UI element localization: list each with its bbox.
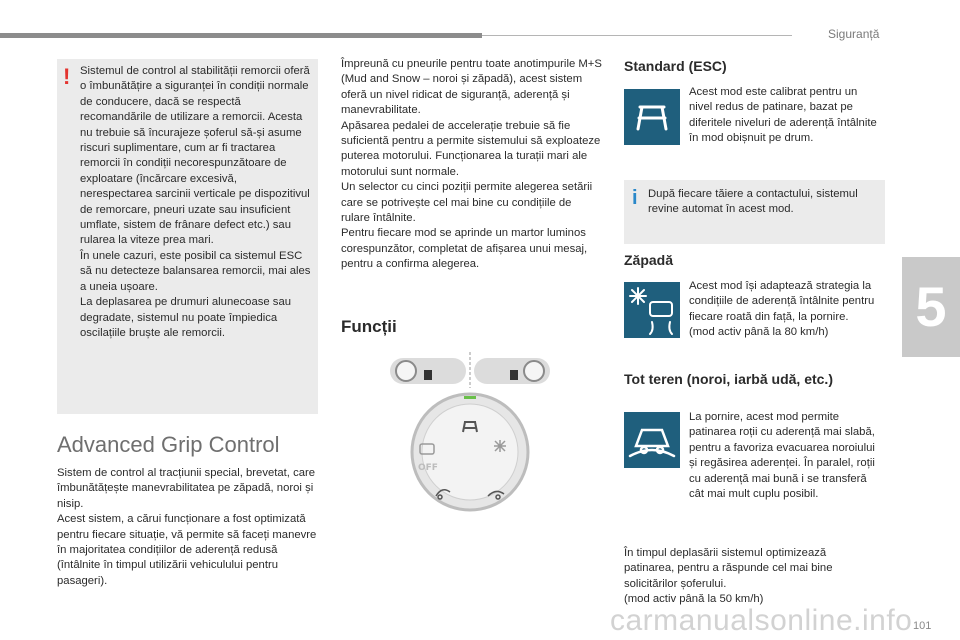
snowflake-icon [494,440,506,452]
info-text: După fiecare tăiere a contactului, sistemul revine automat în acest mod. [648,188,858,216]
snow-mode-icon [624,282,680,338]
section-title: Siguranță [828,27,880,41]
page-number: 101 [913,620,932,632]
warning-icon: ! [63,64,71,89]
steering-wheel-right-icon [524,361,544,381]
warning-text: Sistemul de control al stabilității remorcii oferă o îmbunătățire a siguranței în condiții normale de conducere, dacă se respectă recomandările de utilizare a remorcii. Acesta nu trebuie să încurajeze șoferul să-și asume riscuri suplimentare, cum ar fi tractarea remorcii în condiții necorespunzătoare de exploatare (încărcare excesivă, nerespectarea sarcinii verticale pe dispozitivul de remorcare, pneuri uzate sau insuficient umflate, sistem de frânare defect etc.) sau rularea la viteze prea mari. În unele cazuri, este posibil ca sistemul ESC să nu detecteze balansarea remorcii, mai ales a uneia ușoare. La deplasarea pe drumuri alunecoase sau degradate, sistemul nu poate împiedica oscilațiile bruște ale remorcii. [80,65,311,339]
allterrain-title: Tot teren (noroi, iarbă udă, etc.) [624,371,833,387]
standard-text: Acest mod este calibrat pentru un nivel redus de patinare, bazat pe diferitele niveluri de aderență întâlnite în mod obișnuit pe drum. [689,86,877,145]
info-icon: i [632,187,638,209]
watermark: carmanualsonline.info [610,604,913,637]
snow-title: Zăpadă [624,252,674,268]
standard-icon [624,89,680,145]
allterrain-text: La pornire, acest mod permite patinarea roții cu aderență mai slabă, pentru a favoriza evacuarea noroiului și regăsirea aderenței. În paralel, roții cu aderență mai bună i se transferă cât mai mult cuplu posibil. [689,411,875,501]
selector-diagram [390,352,550,512]
chapter-number: 5 [915,275,947,338]
header-line [482,35,792,36]
agc-intro: Sistem de control al tracțiunii special, brevetat, care îmbunătățește manevrabilitatea pe zăpadă, noroi și nisip. Acest sistem, a cărui funcționare a fost optimizată pentru fiecare situație, vă permite să faceți manevre în majoritatea condițiilor de aderență redusă (întâlnite în timpul utilizării vehiculului pentru pasageri). [57,467,317,587]
standard-title: Standard (ESC) [624,58,727,74]
agc-description: Împreună cu pneurile pentru toate anotimpurile M+S (Mud and Snow – noroi și zăpadă), acest sistem oferă un nivel ridicat de siguranță, aderență și manevrabilitate. Apăsarea pedalei de accelerație trebuie să fie suficientă pentru a permite sistemului să exploateze puterea motorului. Funcționarea la turații mari ale motorului sunt normale. Un selector cu cinci poziții permite alegerea setării care se potrivește cel mai bine cu condițiile de rulare întâlnite. Pentru fiecare mod se aprinde un martor luminos corespunzător, completat de afișarea unui mesaj, pentru a confirma alegerea. [341,58,602,271]
header-bar [0,33,482,38]
functions-title: Funcții [341,317,397,336]
agc-title: Advanced Grip Control [57,432,280,457]
allterrain-text-2: În timpul deplasării sistemul optimizează patinarea, pentru a răspunde cel mai bine solicitărilor șoferului. (mod activ până la 50 km/h) [624,547,833,606]
steering-wheel-left-icon [396,361,416,381]
off-label: OFF [418,463,438,473]
snow-text: Acest mod își adaptează strategia la condițiile de aderență întâlnite pentru fiecare roată din față, la pornire. (mod activ până la 80 km/h) [689,280,875,339]
allterrain-icon [624,412,680,468]
